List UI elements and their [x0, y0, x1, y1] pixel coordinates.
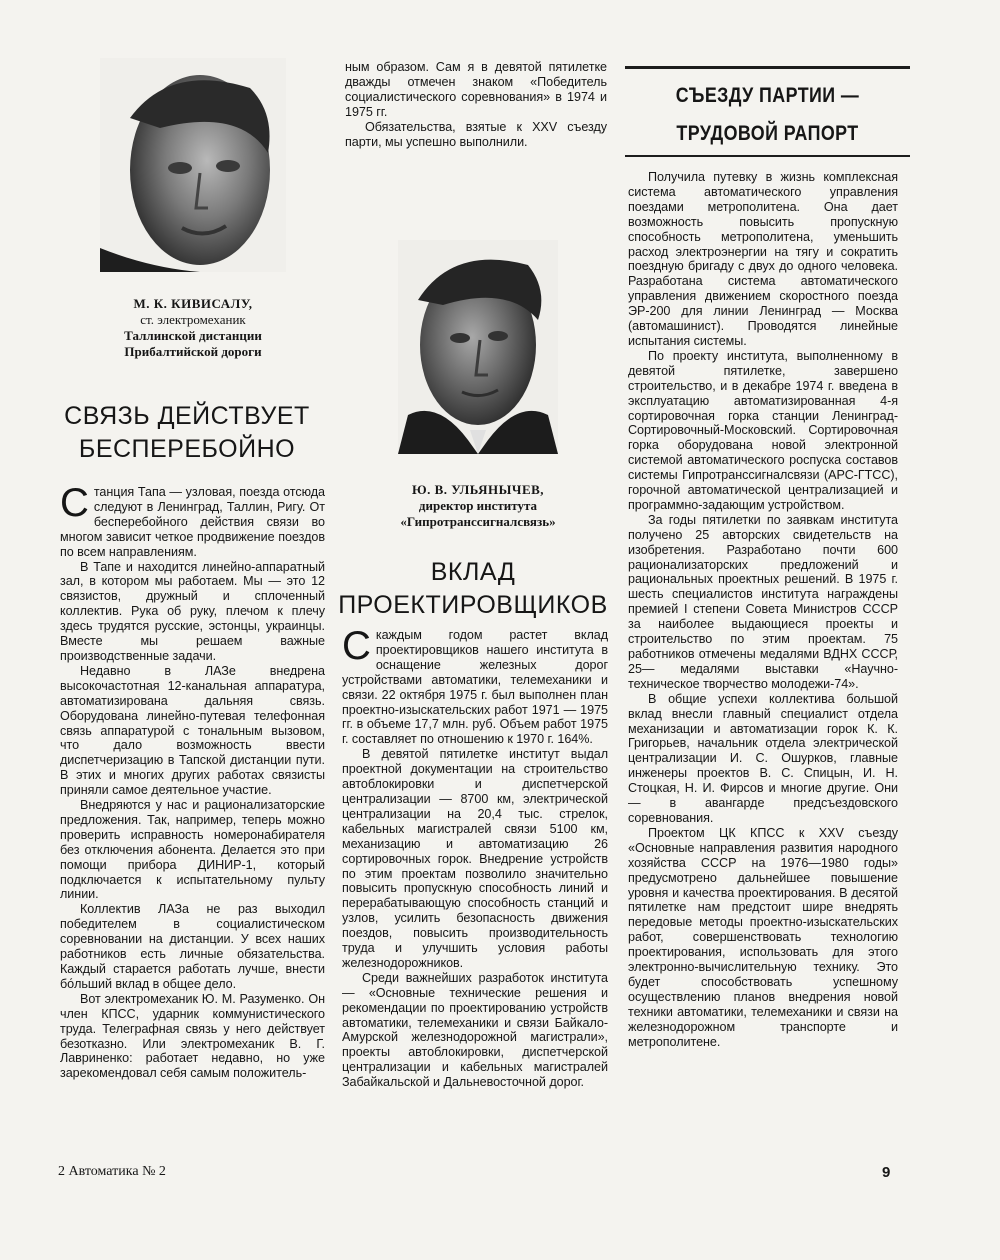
paragraph: Недавно в ЛАЗе внедрена высокочастотная 12-канальная аппаратура, автоматизирована дальняя связь. Оборудована линейно-путевая телефонная связь аппаратурой с тональным вызовом, что дало возможность ввести диспетчеризацию в Тапской дистанции пути. В этих и многих других работах связисты приняли самое деятельное участие. — [60, 663, 325, 798]
portrait-photo-ulyanychev — [398, 240, 558, 454]
person-position: Прибалтийской дороги — [124, 344, 262, 359]
paragraph: В Тапе и находится линейно-аппаратный зал, в котором мы работаем. Мы — это 12 связистов, дружный и сплоченный коллектив. Рука об руку, плечом к плечу здесь трудятся русские, эстонцы, украинцы. Вместе мы решаем важные производственные задачи. — [60, 559, 325, 663]
paragraph: В девятой пятилетке институт выдал проектной документации на строительство автоблокировки и диспетчерской централизации — 8700 км, электрической централизации на 20,4 тыс. стрелок, кабельных магистралей связи 5100 км, механизацию и автоматизацию 26 сортировочных горок. Внедрение устройств по этим проектам позволило значительно повысить пропускную способность линий и перерабатывающую способность станций и узлов, усилить безопасность движения поездов, повысить производительность труда и улучшить условия работы железнодорожников. — [342, 747, 608, 970]
rubric-rule-top — [625, 66, 910, 69]
title-line: СВЯЗЬ ДЕЙСТВУЕТ — [64, 402, 310, 430]
paragraph-text: танция Тапа — узловая, поезда отсюда следуют в Ленинград, Таллин, Ригу. От бесперебойного действия связи во многом зависит четкое продвижение поездов по всем направлениям. — [60, 485, 325, 559]
rubric-line: СЪЕЗДУ ПАРТИИ — — [675, 84, 860, 107]
article-column-vklad-2 — [628, 170, 898, 1049]
paragraph — [342, 624, 608, 747]
drop-cap: С — [60, 481, 89, 525]
paragraph: Получила путевку в жизнь комплексная система автоматического управления поездами метрополитена. Она дает возможность повысить пропускную способность метрополитена, уменьшить расход электроэнергии на тягу и сократить поездную бригаду с двух до одного человека. Разработана система автоматического управления движением скоростного поезда ЭР-200 для линии Ленинград — Москва (автомашинист). Проводятся линейные испытания системы. — [628, 170, 898, 348]
drop-cap: С — [342, 624, 371, 668]
rubric-line: ТРУДОВОЙ РАПОРТ — [676, 122, 859, 145]
paragraph — [60, 481, 325, 560]
rubric-rule-bottom — [625, 155, 910, 157]
article-title-svyaz — [44, 400, 330, 466]
person-position: «Гипротранссигналсвязь» — [400, 514, 556, 529]
paragraph-text: каждым годом растет вклад проектировщиков нашего института в оснащение железных дорог устройствами автоматики, телемеханики и связи. 22 октября 1975 г. был выполнен план проектно-изыскательских работ 1971 — 1975 гг. в объеме 17,7 млн. руб. Объем работ 1975 г. составляет по отношению к 1970 г. 164%. — [342, 628, 608, 747]
page-number: 9 — [882, 1164, 891, 1181]
paragraph: По проекту института, выполненному в девятой пятилетке, завершено строительство, и в декабре 1974 г. введена в эксплуатацию автоматизированная 4-я сортировочная горка станции Ленинград-Сортировочный-Московский. Сортировочная горка оборудована новой электронной системой автоматического роспуска составов системы Гипротранссигналсвязи (АРС-ГТСС), горочной автоматической централизацией и программно-задающим устройством. — [628, 348, 898, 512]
portrait-image-1 — [100, 58, 286, 272]
paragraph: Коллектив ЛАЗа не раз выходил победителем в социалистическом соревновании на дистанции. У всех наших работников есть личные обязательства. Каждый старается работать лучше, внести бо́льший вклад в общее дело. — [60, 902, 325, 991]
paragraph: Проектом ЦК КПСС к XXV съезду «Основные направления развития народного хозяйства СССР на 1976—1980 годы» предусмотрено дальнейшее повышение уровня и качества проектирования. В десятой пятилетке нам предстоит шире внедрять передовые методы проектно-изыскательских работ, совершенствовать технологию проектирования, использовать для этого электронно-вычислительную технику. Это будет способствовать успешному осуществлению планов внедрения новой техники автоматики, телемеханики и связи на железнодорожном транспорте и метрополитене. — [628, 825, 898, 1049]
paragraph: Обязательства, взятые к XXV съезду парти, мы успешно выполнили. — [345, 119, 607, 149]
paragraph: За годы пятилетки по заявкам института получено 25 авторских свидетельств на изобретения. Разработано почти 600 рационализаторских предложений и рациональных проектных решений. В 1975 г. шесть специалистов института награждены премией I степени Совета Министров СССР за наиболее выдающиеся проекты и строительство по этим проектам. 75 работников отмечены медалями ВДНХ СССР, 25— медалями выставки «Научно-техническое творчество молодежи-74». — [628, 512, 898, 691]
paragraph: Вот электромеханик Ю. М. Разуменко. Он член КПСС, ударник коммунистического труда. Телеграфная связь у него действует безотказно. Или электромеханик В. Г. Лавриненко: работает недавно, но уже зарекомендовал себя самым положитель- — [60, 991, 325, 1081]
paragraph: ным образом. Сам я в девятой пятилетке дважды отмечен знаком «Победитель социалистического соревнования» в 1974 и 1975 гг. — [345, 60, 607, 119]
portrait-caption-kivisalu — [110, 296, 276, 360]
portrait-photo-kivisalu — [100, 58, 286, 272]
article-title-vklad — [334, 556, 612, 622]
person-position: директор института — [418, 498, 538, 513]
paragraph: Внедряются у нас и рационализаторские предложения. Так, например, теперь можно проверить исправность номеронабирателя без отключения абонента. Делается это при помощи прибора ДИНИР-1, который подключается к испытательному пульту линии. — [60, 798, 325, 902]
title-line: ПРОЕКТИРОВЩИКОВ — [338, 591, 608, 619]
article-column-svyaz — [60, 481, 325, 1081]
rubric-heading — [646, 80, 888, 150]
person-name: М. К. КИВИСАЛУ, — [133, 296, 253, 311]
article-column-vklad-1 — [342, 624, 608, 1090]
paragraph: Среди важнейших разработок института — «Основные технические решения и рекомендации по проектированию устройств автоматики, телемеханики и связи Байкало-Амурской железнодорожной магистрали», проекты автоблокировки, диспетчерской централизации и кабельных магистралей Забайкальской и Дальневосточной дорог. — [342, 970, 608, 1090]
person-position: Таллинской дистанции — [124, 328, 262, 343]
person-name: Ю. В. УЛЬЯНЫЧЕВ, — [411, 482, 545, 497]
portrait-caption-ulyanychev — [372, 482, 584, 530]
title-line: ВКЛАД — [430, 558, 516, 586]
title-line: БЕСПЕРЕБОЙНО — [78, 435, 296, 463]
portrait-image-2 — [398, 240, 558, 454]
person-position: ст. электромеханик — [140, 312, 246, 327]
footer-issue-label: 2 Автоматика № 2 — [58, 1164, 166, 1179]
article-column-continuation — [345, 60, 607, 149]
paragraph: В общие успехи коллектива большой вклад внесли главный специалист отдела механизации и автоматизации горок К. К. Григорьев, начальник отдела электрической централизации И. С. Ошурков, главные инженеры проектов В. С. Спицын, И. Н. Стоцкая, Н. И. Фирсов и многие другие. Они — в авангарде предсъездовского соревнования. — [628, 691, 898, 825]
